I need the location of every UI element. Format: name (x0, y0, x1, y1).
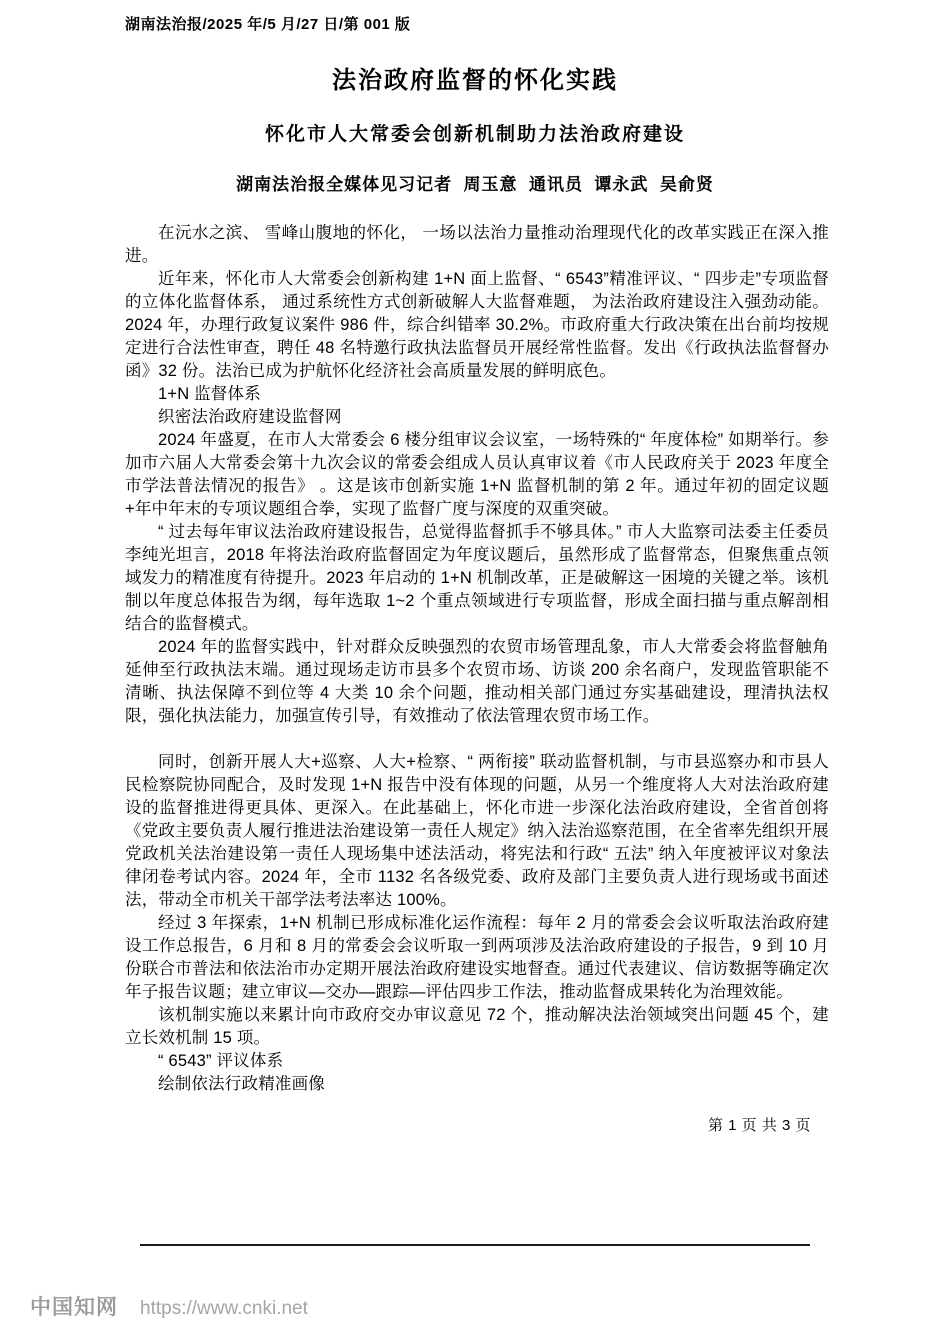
body-paragraph: “ 过去每年审议法治政府建设报告，总觉得监督抓手不够具体。” 市人大监察司法委主任委员李纯光坦言，2018 年将法治政府监督固定为年度议题后，虽然形成了监督常态，但聚焦重点领域发力的精准度有待提升。2023 年启动的 1+N 机制改革，正是破解这一困境的关键之举。该机制以年度总体报告为纲，每年选取 1~2 个重点领域进行专项监督，形成全面扫描与重点解剖相结合的监督模式。 (125, 523, 829, 633)
body-paragraph: 绘制依法行政精准画像 (158, 1075, 325, 1093)
body-paragraph: 经过 3 年探索，1+N 机制已形成标准化运作流程：每年 2 月的常委会会议听取法治政府建设工作总报告，6 月和 8 月的常委会会议听取一到两项涉及法治政府建设的子报告，9 到 10 月份联合市普法和依法治市办定期开展法治政府建设实地督查。通过代表建议、信访数据等确定次年子报告议题；建立审议—交办—跟踪—评估四步工作法，推动监督成果转化为治理效能。 (125, 914, 829, 1001)
body-paragraph: 在沅水之滨、 雪峰山腹地的怀化， 一场以法治力量推动治理现代化的改革实践正在深入推进。 (125, 224, 829, 265)
body-paragraph: 2024 年盛夏，在市人大常委会 6 楼分组审议会议室，一场特殊的“ 年度体检” 如期举行。参加市六届人大常委会第十九次会议的常委会组成人员认真审议着《市人民政府关于 2023 年度全市学法普法情况的报告》 。这是该市创新实施 1+N 监督机制的第 2 年。通过年初的固定议题+年中年末的专项议题组合拳，实现了监督广度与深度的双重突破。 (125, 431, 829, 518)
footer-divider (140, 1244, 810, 1246)
body-paragraph: 同时，创新开展人大+巡察、人大+检察、“ 两衔接” 联动监督机制，与市县巡察办和市县人民检察院协同配合，及时发现 1+N 报告中没有体现的问题，从另一个维度将人大对法治政府建设的监督推进得更具体、更深入。在此基础上，怀化市进一步深化法治政府建设，全省首创将《党政主要负责人履行推进法治建设第一责任人规定》纳入法治巡察范围，在全省率先组织开展党政机关法治建设第一责任人现场集中述法活动，将宪法和行政“ 五法” 纳入年度被评议对象法律闭卷考试内容。2024 年，全市 1132 名各级党委、政府及部门主要负责人进行现场或书面述法，带动全市机关干部学法考法率达 100%。 (125, 753, 829, 909)
article-title: 法治政府监督的怀化实践 (332, 67, 618, 94)
body-paragraph: “ 6543” 评议体系 (158, 1052, 284, 1070)
body-paragraph: 该机制实施以来累计向市政府交办审议意见 72 个，推动解决法治领域突出问题 45 个，建立长效机制 15 项。 (125, 1006, 829, 1047)
cnki-url-link[interactable]: https://www.cnki.net (140, 1298, 308, 1319)
body-paragraph: 2024 年的监督实践中，针对群众反映强烈的农贸市场管理乱象，市人大常委会将监督触角延伸至行政执法末端。通过现场走访市县多个农贸市场、访谈 200 余名商户，发现监管职能不清晰、执法保障不到位等 4 大类 10 余个问题，推动相关部门通过夯实基础建设，理清执法权限，强化执法能力，加强宣传引导，有效推动了依法管理农贸市场工作。 (125, 638, 829, 725)
source-line: 湖南法治报/2025 年/5 月/27 日/第 001 版 (125, 16, 411, 33)
page-number: 第 1 页 共 3 页 (707, 1117, 811, 1134)
body-paragraph: 织密法治政府建设监督网 (158, 408, 342, 426)
article-byline: 湖南法治报全媒体见习记者 周玉意 通讯员 谭永武 吴俞贤 (236, 175, 714, 194)
body-paragraph: 1+N 监督体系 (158, 385, 261, 403)
article-body (125, 222, 829, 1137)
body-paragraph: 近年来，怀化市人大常委会创新构建 1+N 面上监督、“ 6543”精准评议、“ 四步走”专项监督的立体化监督体系， 通过系统性方式创新破解人大监督难题， 为法治政府建设注入强劲动能。 2024 年，办理行政复议案件 986 件，综合纠错率 30.2%。市政府重大行政决策在出台前均按规定进行合法性审查，聘任 48 名特邀行政执法监督员开展经常性监督。发出《行政执法监督督办函》32 份。法治已成为护航怀化经济社会高质量发展的鲜明底色。 (125, 270, 829, 380)
article-subtitle: 怀化市人大常委会创新机制助力法治政府建设 (264, 124, 685, 145)
cnki-brand: 中国知网 (30, 1296, 118, 1319)
cnki-watermark (30, 1291, 308, 1321)
